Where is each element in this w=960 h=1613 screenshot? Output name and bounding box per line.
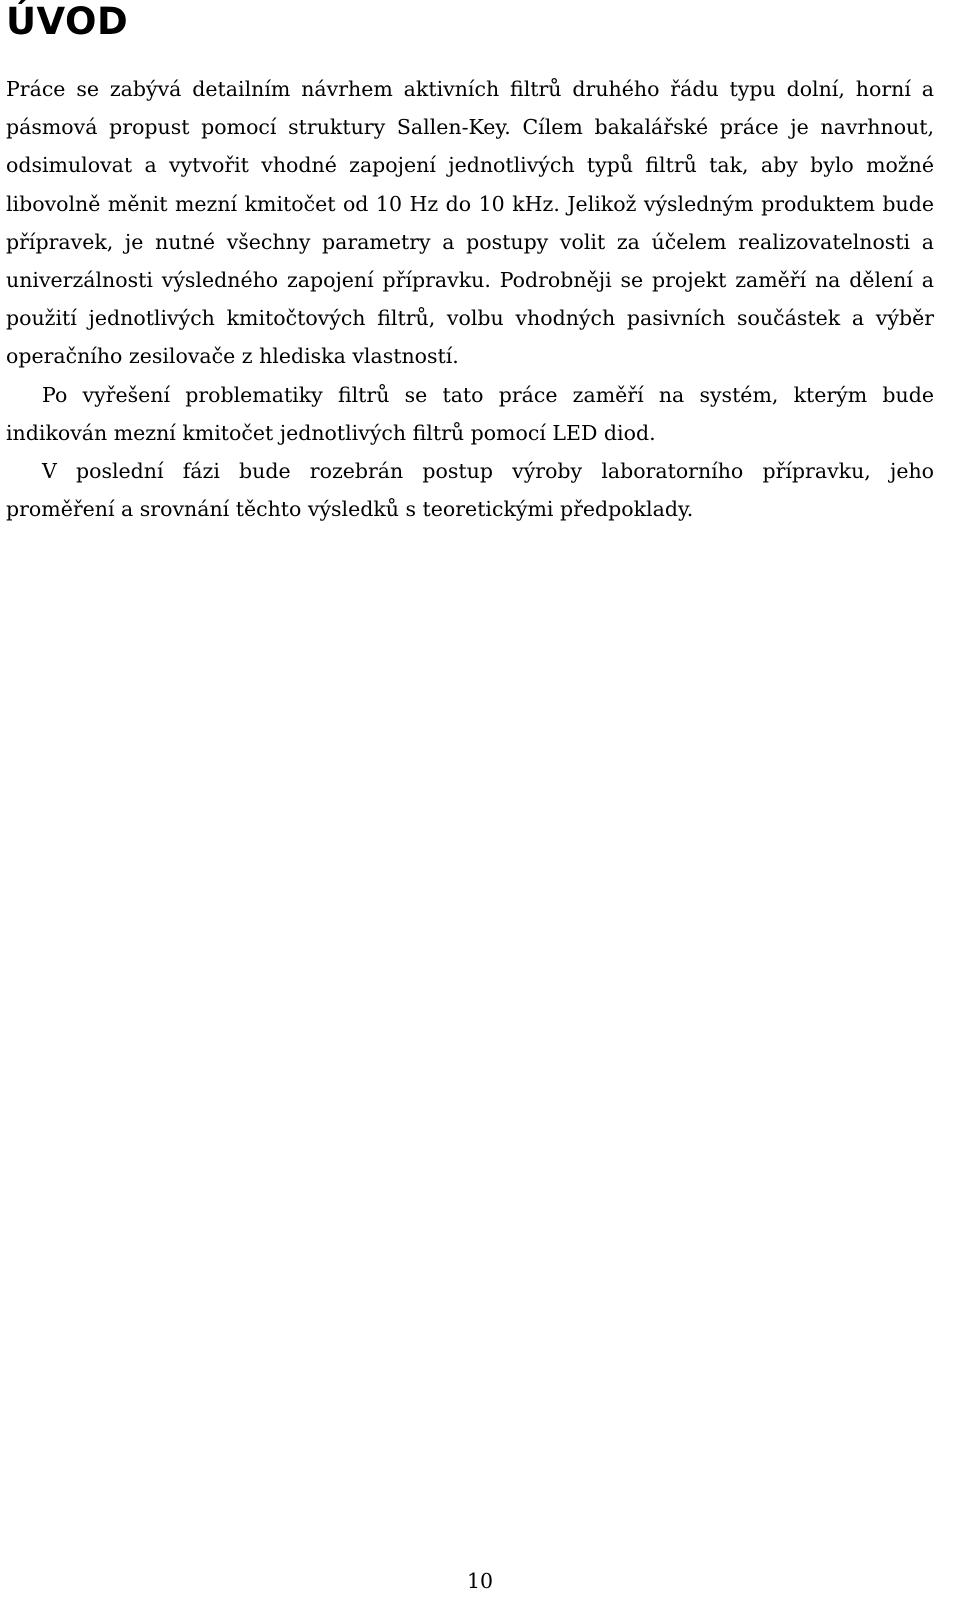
paragraph-final-phase: V poslední fázi bude rozebrán postup výroby laboratorního přípravku, jeho proměření a srovnání těchto výsledků s teoretickými předpoklady. (6, 459, 934, 522)
chapter-title: ÚVOD (6, 0, 129, 43)
page-number: 10 (466, 1569, 494, 1593)
paragraph-indication: Po vyřešení problematiky filtrů se tato práce zaměří na systém, kterým bude indikován mezní kmitočet jednotlivých filtrů pomocí LED diod. (6, 382, 934, 445)
body-text (6, 70, 934, 528)
paragraph-intro: Práce se zabývá detailním návrhem aktivních filtrů druhého řádu typu dolní, horní a pásmová propust pomocí struktury Sallen-Key. Cílem bakalářské práce je navrhnout, odsimulovat a vytvořit vhodné zapojení jednotlivých typů filtrů tak, aby bylo možné libovolně měnit mezní kmitočet od 10 Hz do 10 kHz. Jelikož výsledným produktem bude přípravek, je nutné všechny parametry a postupy volit za účelem realizovatelnosti a univerzálnosti výsledného zapojení přípravku. Podrobněji se projekt zaměří na dělení a použití jednotlivých kmitočtových filtrů, volbu vhodných pasivních součástek a výběr operačního zesilovače z hlediska vlastností. (6, 77, 934, 369)
